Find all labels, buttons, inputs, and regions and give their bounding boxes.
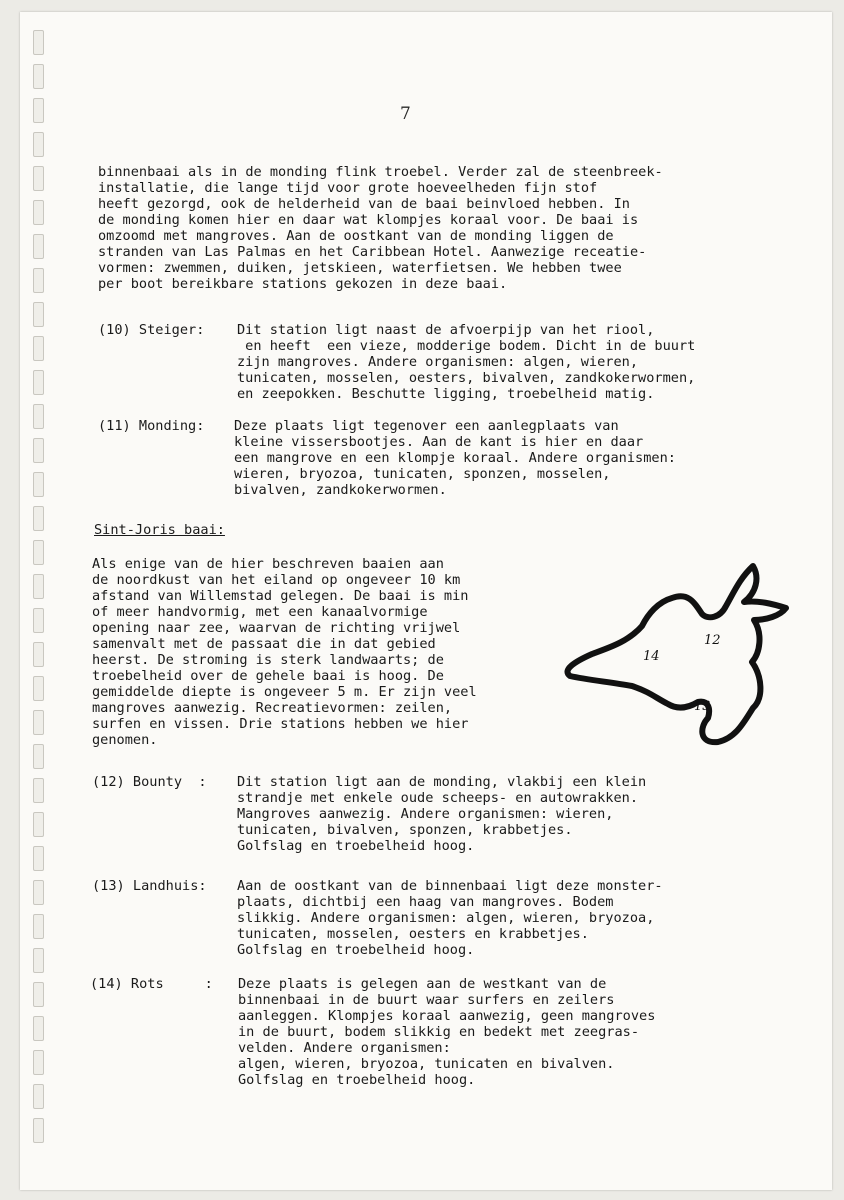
station-label-rots: (14) Rots : [90,976,213,992]
punch-hole [33,268,44,293]
punch-hole [33,472,44,497]
punch-hole [33,200,44,225]
punch-hole [33,812,44,837]
punch-hole [33,132,44,157]
station-label-monding: (11) Monding: [98,418,205,434]
punch-hole [33,914,44,939]
punch-hole [33,982,44,1007]
map-label-14: 14 [643,649,660,664]
punch-hole [33,880,44,905]
punch-hole [33,540,44,565]
map-label-12: 12 [704,633,721,648]
station-label-bounty: (12) Bounty : [92,774,207,790]
punch-hole [33,608,44,633]
page-number: 7 [400,104,411,124]
punch-hole [33,574,44,599]
punch-hole [33,710,44,735]
punch-hole [33,1118,44,1143]
punch-hole [33,98,44,123]
punch-hole [33,302,44,327]
punch-hole [33,506,44,531]
punch-hole [33,336,44,361]
bay-outline [567,566,786,742]
punch-hole [33,642,44,667]
station-text-monding: Deze plaats ligt tegenover een aanlegplaats van kleine vissersbootjes. Aan de kant is hier en daar een mangrove en een klompje koraal. Andere organismen: wieren, bryozoa, tunicaten, sponzen, mosselen, bivalven, zandkokerwormen. [234,418,676,498]
station-label-steiger: (10) Steiger: [98,322,205,338]
station-text-rots: Deze plaats is gelegen aan de westkant van de binnenbaai in de buurt waar surfers en zeilers aanleggen. Klompjes koraal aanwezig, geen mangroves in de buurt, bodem slikkig en bedekt met zeegras- velden. Andere organismen: algen, wieren, bryozoa, tunicaten en bivalven. Golfslag en troebelheid hoog. [238,976,656,1088]
intro-paragraph: binnenbaai als in de monding flink troebel. Verder zal de steenbreek- installatie, die lange tijd voor grote hoeveelheden fijn stof heeft gezorgd, ook de helderheid van de baai beinvloed hebben. In de monding komen hier en daar wat klompjes koraal voor. De baai is omzoomd met mangroves. Aan de oostkant van de monding liggen de stranden van Las Palmas en het Caribbean Hotel. Aanwezige receatie- vormen: zwemmen, duiken, jetskieen, waterfietsen. We hebben twee per boot bereikbare stations gekozen in deze baai. [98,164,663,292]
punch-hole [33,404,44,429]
bay-map-drawing [548,558,793,748]
punch-hole [33,948,44,973]
punch-hole [33,370,44,395]
section-heading: Sint-Joris baai: [94,522,225,538]
punch-hole [33,778,44,803]
punch-hole [33,1050,44,1075]
punch-hole [33,64,44,89]
map-label-13: 13 [694,699,711,714]
station-text-bounty: Dit station ligt aan de monding, vlakbij een klein strandje met enkele oude scheeps- en autowrakken. Mangroves aanwezig. Andere organismen: wieren, tunicaten, bivalven, sponzen, krabbetjes. Golfslag en troebelheid hoog. [237,774,647,854]
punch-hole [33,166,44,191]
punch-hole [33,438,44,463]
punch-hole [33,30,44,55]
punch-hole [33,1084,44,1109]
punch-hole [33,846,44,871]
punch-hole [33,744,44,769]
punch-hole [33,1016,44,1041]
punch-hole [33,234,44,259]
station-label-landhuis: (13) Landhuis: [92,878,207,894]
station-text-steiger: Dit station ligt naast de afvoerpijp van het riool, en heeft een vieze, modderige bodem. Dicht in de buurt zijn mangroves. Andere organismen: algen, wieren, tunicaten, mosselen, oesters, bivalven, zandkokerwormen, en zeepokken. Beschutte ligging, troebelheid matig. [237,322,696,402]
section-intro: Als enige van de hier beschreven baaien aan de noordkust van het eiland op ongeveer 10 km afstand van Willemstad gelegen. De baai is min of meer handvormig, met een kanaalvormige opening naar zee, waarvan de richting vrijwel samenvalt met de passaat die in dat gebied heerst. De stroming is sterk landwaarts; de troebelheid over de gehele baai is hoog. De gemiddelde diepte is ongeveer 5 m. Er zijn veel mangroves aanwezig. Recreatievormen: zeilen, surfen en vissen. Drie stations hebben we hier genomen. [92,556,477,748]
station-text-landhuis: Aan de oostkant van de binnenbaai ligt deze monster- plaats, dichtbij een haag van mangroves. Bodem slikkig. Andere organismen: algen, wieren, bryozoa, tunicaten, mosselen, oesters en krabbetjes. Golfslag en troebelheid hoog. [237,878,663,958]
punch-hole [33,676,44,701]
